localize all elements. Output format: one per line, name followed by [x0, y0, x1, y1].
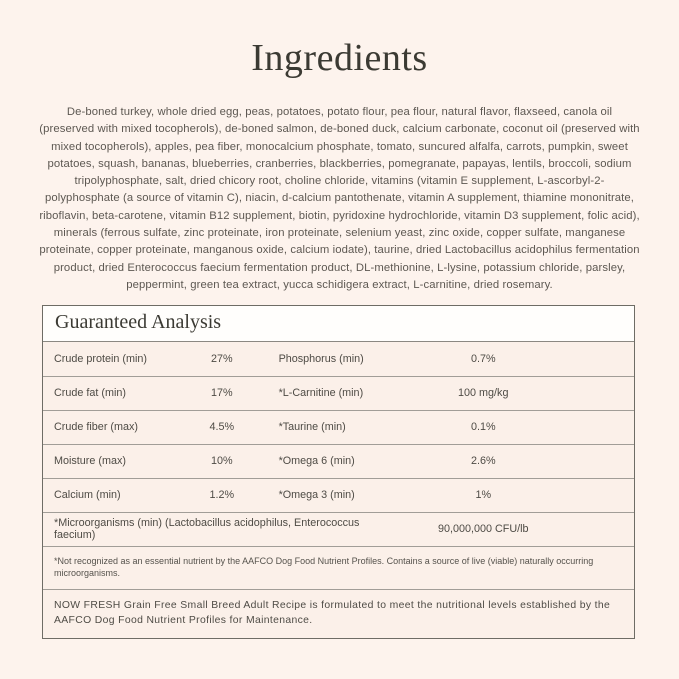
- nutrient-value: 0.7%: [401, 342, 566, 376]
- microorganisms-row: [43, 512, 634, 546]
- nutrient-value: 1.2%: [176, 478, 268, 512]
- nutrient-value: 0.1%: [401, 410, 566, 444]
- table-row: [43, 478, 634, 512]
- row-spacer: [566, 512, 634, 546]
- nutrient-value: 2.6%: [401, 444, 566, 478]
- row-spacer: [566, 342, 634, 376]
- nutrient-label: *L-Carnitine (min): [268, 376, 401, 410]
- ingredients-paragraph: De-boned turkey, whole dried egg, peas, potatoes, potato flour, pea flour, natural flavor, flaxseed, canola oil (preserved with mixed tocopherols), de-boned salmon, de-boned duck, calcium carbonate, coconut oil (preserved with mixed tocopherols), apples, pea fiber, monocalcium phosphate, tomato, suncured alfalfa, carrots, pumpkin, sweet potatoes, squash, bananas, blueberries, cranberries, blackberries, pomegranate, papayas, lentils, broccoli, sodium tripolyphosphate, salt, dried chicory root, choline chloride, vitamins (vitamin E supplement, L-ascorbyl-2-polyphosphate (a source of vitamin C), niacin, d-calcium pantothenate, vitamin A supplement, thiamine mononitrate, riboflavin, beta-carotene, vitamin B12 supplement, biotin, pyridoxine hydrochloride, vitamin D3 supplement, folic acid), minerals (ferrous sulfate, zinc proteinate, iron proteinate, selenium yeast, zinc oxide, copper sulfate, manganese proteinate, copper proteinate, manganous oxide, calcium iodate), taurine, dried Lactobacillus acidophilus fermentation product, dried Enterococcus faecium fermentation product, DL-methionine, L-lysine, potassium chloride, parsley, peppermint, green tea extract, yucca schidigera extract, L-carnitine, dried rosemary.: [39, 106, 640, 291]
- guaranteed-analysis-heading: Guaranteed Analysis: [43, 306, 634, 342]
- nutrient-value: 27%: [176, 342, 268, 376]
- nutrient-value: 100 mg/kg: [401, 376, 566, 410]
- nutrient-value: 1%: [401, 478, 566, 512]
- row-spacer: [566, 410, 634, 444]
- table-row: [43, 342, 634, 376]
- nutrient-label: Crude fat (min): [43, 376, 176, 410]
- formulation-row: [43, 589, 634, 638]
- footnote-text: *Not recognized as an essential nutrient by the AAFCO Dog Food Nutrient Profiles. Contains a source of live (viable) naturally occurring microorganisms.: [43, 546, 634, 589]
- row-spacer: [566, 478, 634, 512]
- microorganisms-label: *Microorganisms (min) (Lactobacillus acidophilus, Enterococcus faecium): [43, 512, 401, 546]
- microorganisms-value: 90,000,000 CFU/lb: [401, 512, 566, 546]
- table-row: [43, 410, 634, 444]
- footnote-row: [43, 546, 634, 589]
- nutrient-value: 10%: [176, 444, 268, 478]
- nutrient-label: Crude fiber (max): [43, 410, 176, 444]
- nutrient-value: 4.5%: [176, 410, 268, 444]
- page-title: Ingredients: [251, 37, 428, 79]
- nutrient-label: *Omega 3 (min): [268, 478, 401, 512]
- table-row: [43, 376, 634, 410]
- guaranteed-analysis-panel: [42, 305, 635, 639]
- nutrient-label: *Taurine (min): [268, 410, 401, 444]
- nutrient-label: *Omega 6 (min): [268, 444, 401, 478]
- row-spacer: [566, 444, 634, 478]
- nutrient-label: Calcium (min): [43, 478, 176, 512]
- nutrient-label: Moisture (max): [43, 444, 176, 478]
- nutrient-value: 17%: [176, 376, 268, 410]
- analysis-table: [43, 342, 634, 638]
- table-row: [43, 444, 634, 478]
- row-spacer: [566, 376, 634, 410]
- nutrient-label: Phosphorus (min): [268, 342, 401, 376]
- formulation-note: NOW FRESH Grain Free Small Breed Adult Recipe is formulated to meet the nutritional levels established by the AAFCO Dog Food Nutrient Profiles for Maintenance.: [54, 599, 611, 626]
- nutrient-label: Crude protein (min): [43, 342, 176, 376]
